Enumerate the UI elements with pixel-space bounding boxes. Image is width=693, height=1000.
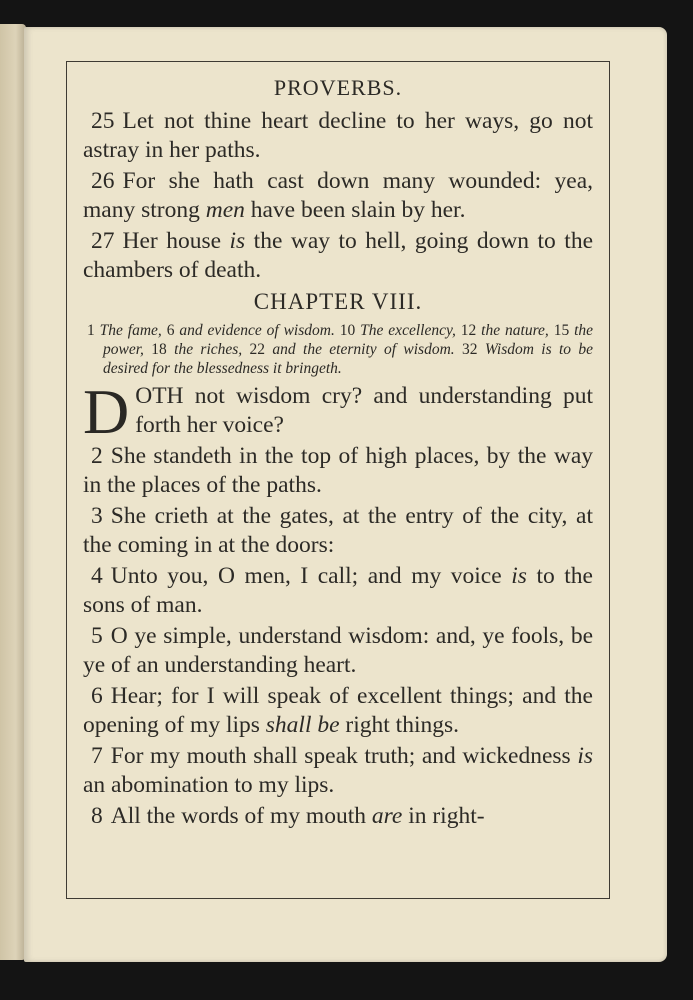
verse-26 [83, 167, 593, 224]
summary-ref: 12 [460, 322, 477, 339]
verse-text: the way to hell, going down to the chambers of death. [83, 228, 593, 283]
previous-page-edge [0, 24, 26, 960]
verse-27 [83, 227, 593, 284]
summary-ref: 10 [339, 322, 356, 339]
verse-number: 3 [91, 503, 103, 529]
verse-text: O ye simple, understand wisdom: and, ye fools, be ye of an understanding heart. [83, 623, 593, 678]
summary-ref: 32 [462, 341, 478, 358]
verse-number: 8 [91, 803, 103, 829]
verse-italic: are [371, 803, 403, 829]
verse-italic: shall be [265, 711, 340, 738]
chapter-summary [83, 321, 593, 378]
verse-text: For she hath cast down many wounded: yea, many strong [83, 168, 593, 223]
verse-text: Hear; for I will speak of excellent things; and the opening of my lips [83, 683, 593, 738]
verse-number: 4 [91, 563, 103, 589]
verse-text: an abomination to my lips. [83, 771, 335, 798]
verse-text: She standeth in the top of high places, by the way in the places of the paths. [83, 443, 593, 498]
verse-text: Her house [122, 228, 230, 254]
verse-8 [83, 802, 593, 831]
verse-text: OTH not wisdom cry? and understanding put forth her voice? [135, 383, 593, 438]
summary-text: The fame, [99, 322, 162, 339]
summary-text: Wisdom is to be desired for the blessedness it bringeth. [103, 341, 594, 377]
page-text-block [83, 73, 593, 834]
verse-25 [83, 107, 593, 164]
verse-2 [83, 442, 593, 499]
verse-number: 5 [91, 623, 103, 649]
summary-text: the nature, [481, 322, 549, 339]
verse-3 [83, 502, 593, 559]
summary-text: The excellency, [360, 322, 456, 339]
verse-text: For my mouth shall speak truth; and wickedness [110, 743, 578, 769]
verse-7 [83, 742, 593, 799]
verse-italic: is [577, 743, 593, 769]
verse-1-opening [83, 376, 593, 447]
verse-italic: men [205, 196, 245, 223]
verse-number: 6 [91, 683, 103, 709]
verse-number: 25 [91, 108, 115, 134]
verse-text: have been slain by her. [244, 196, 466, 223]
verse-text: to the sons of man. [83, 563, 593, 618]
running-head: PROVERBS. [273, 75, 403, 100]
verse-italic: is [511, 563, 527, 589]
verse-text: Unto you, O men, I call; and my voice [110, 563, 512, 589]
verse-number: 26 [91, 168, 115, 194]
verse-number: 7 [91, 743, 103, 769]
verse-text: right things. [339, 711, 460, 738]
verse-italic: is [229, 228, 246, 254]
summary-text: and evidence of wisdom. [179, 322, 335, 339]
summary-text: the riches, [174, 341, 243, 358]
verse-5 [83, 622, 593, 679]
summary-ref: 1 [87, 322, 95, 339]
summary-text: and the eternity of wisdom. [272, 341, 455, 358]
verse-number: 27 [91, 228, 115, 254]
verse-number: 2 [91, 443, 103, 469]
verse-text: Let not thine heart decline to her ways, go not astray in her paths. [83, 108, 593, 163]
summary-ref: 18 [151, 341, 167, 358]
verse-4 [83, 562, 593, 619]
drop-cap: D [83, 376, 130, 447]
summary-text: the power, [103, 322, 594, 358]
verse-text: All the words of my mouth [110, 803, 372, 829]
chapter-heading: CHAPTER VIII. [253, 289, 423, 314]
verse-text: She crieth at the gates, at the entry of the city, at the coming in at the doors: [83, 503, 593, 558]
verse-6 [83, 682, 593, 739]
verse-text: in right- [402, 803, 485, 829]
summary-ref: 6 [166, 322, 175, 339]
summary-ref: 15 [553, 322, 570, 339]
book-page [24, 27, 667, 962]
summary-ref: 22 [249, 341, 266, 358]
